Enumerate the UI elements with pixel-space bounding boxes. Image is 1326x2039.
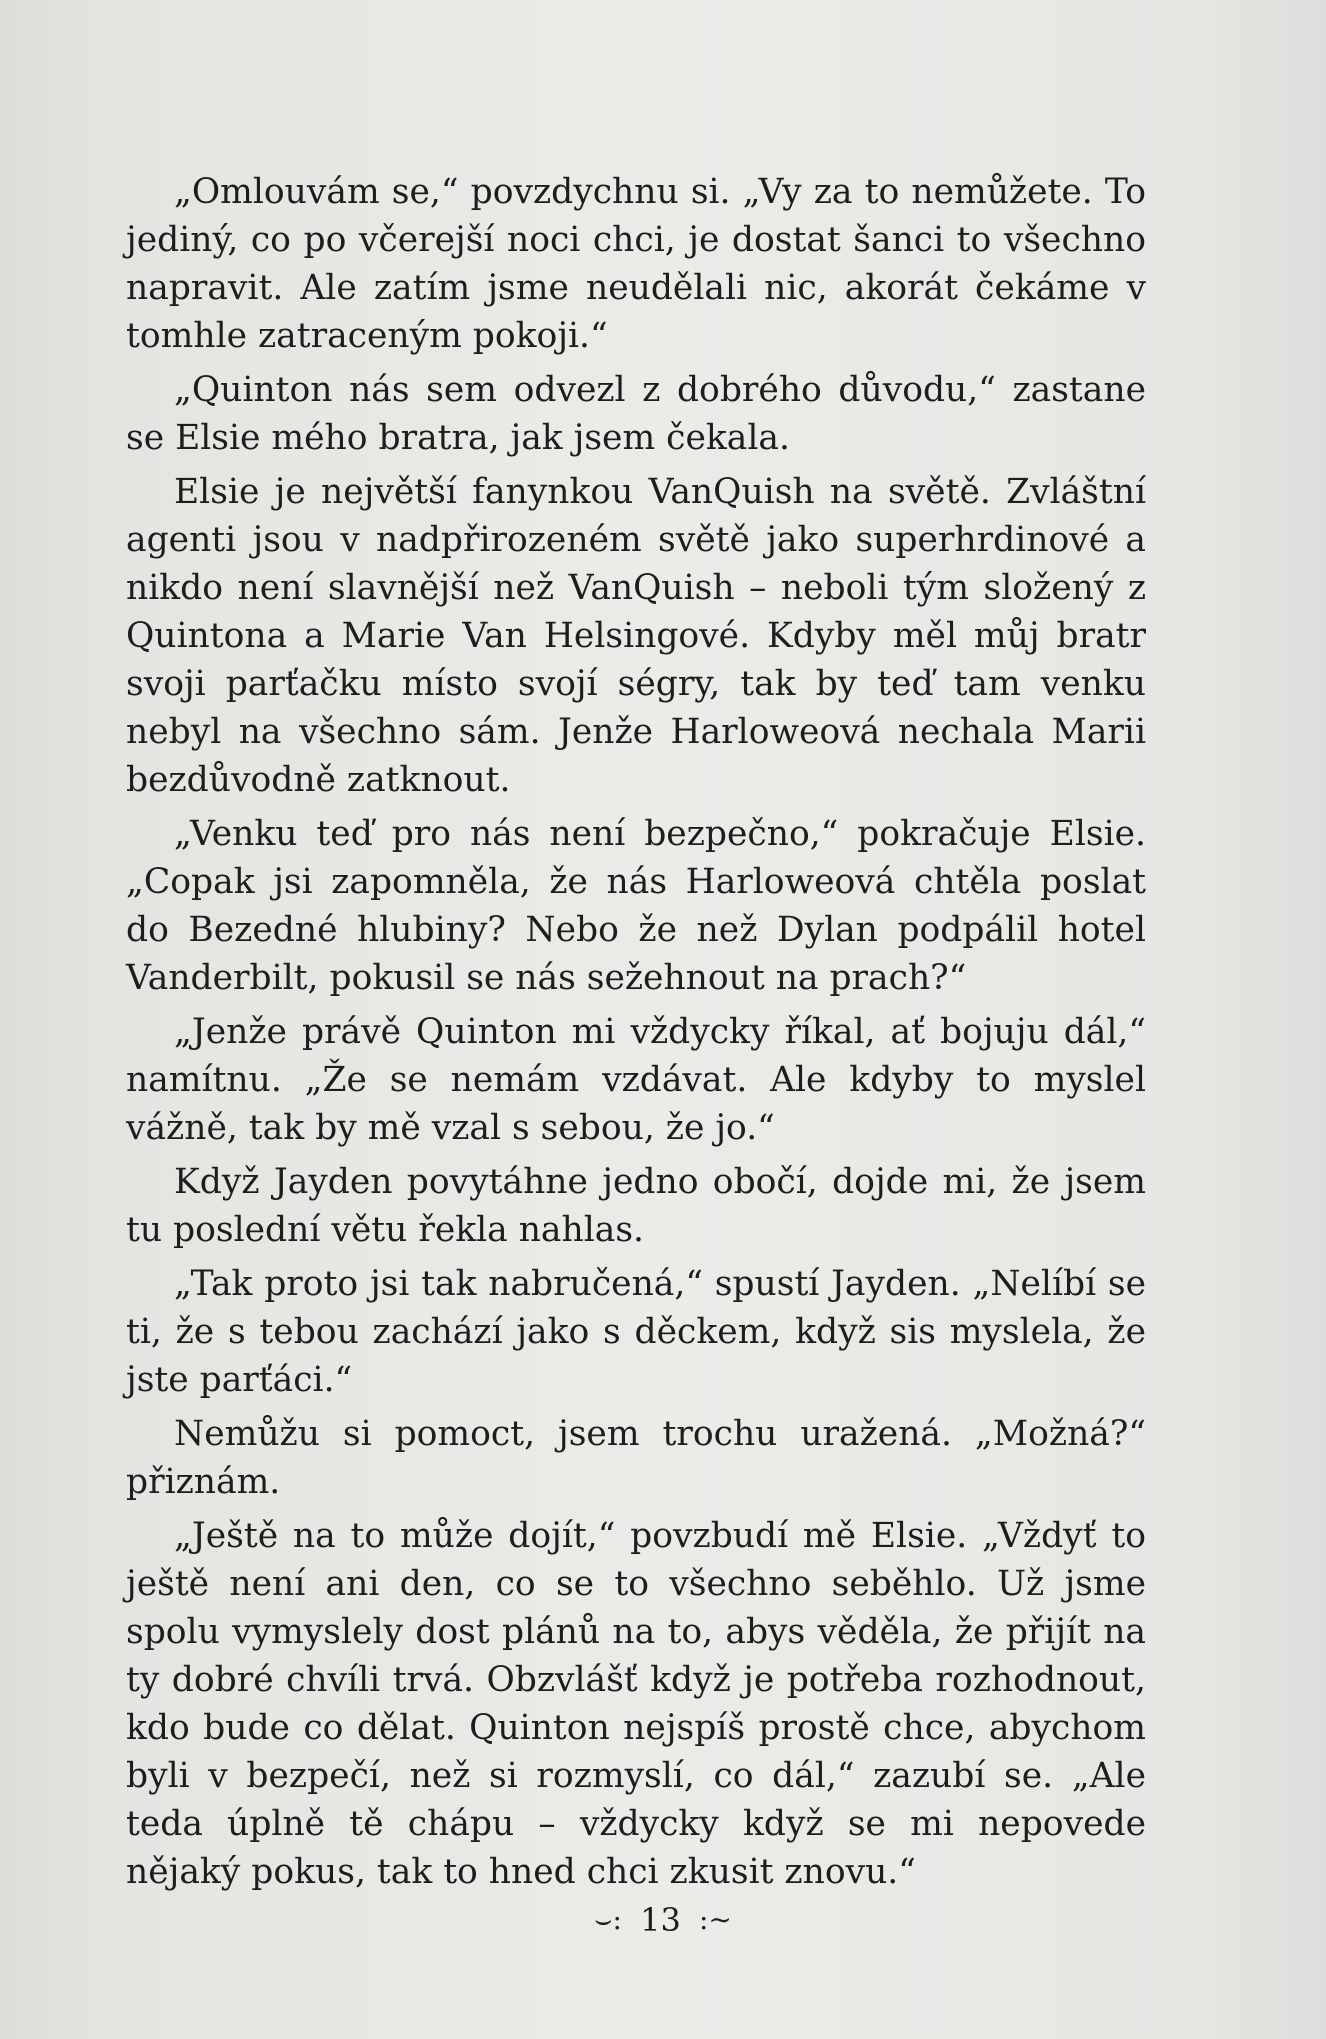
paragraph: „Venku teď pro nás není bezpečno,“ pokračuje Elsie. „Copak jsi zapomněla, že nás Harloweová chtěla poslat do Bezedné hlubiny? Nebo že než Dylan podpálil hotel Vanderbilt, pokusil se nás sežehnout na prach?“ [126,814,1146,998]
paragraph: „Quinton nás sem odvezl z dobrého důvodu,“ zastane se Elsie mého bratra, jak jsem čekala. [126,370,1146,458]
ornament-left-icon: ⌣: [594,1902,622,1936]
body-text [126,168,1146,1902]
paragraph: „Omlouvám se,“ povzdychnu si. „Vy za to nemůžete. To jediný, co po včerejší noci chci, je dostat šanci to všechno napravit. Ale zatím jsme neudělali nic, akorát čekáme v tomhle zatraceným pokoji.“ [126,172,1146,356]
ornament-right-icon: :∼ [699,1903,732,1936]
paragraph: „Tak proto jsi tak nabručená,“ spustí Jayden. „Nelíbí se ti, že s tebou zachází jako s děckem, když sis myslela, že jste parťáci.“ [126,1264,1146,1400]
paragraph: Nemůžu si pomoct, jsem trochu uražená. „Možná?“ přiznám. [126,1414,1146,1502]
page-number: 13 [640,1900,681,1939]
paragraph: Když Jayden povytáhne jedno obočí, dojde mi, že jsem tu poslední větu řekla nahlas. [126,1162,1146,1250]
page-footer [0,1898,1326,1939]
paragraph: „Ještě na to může dojít,“ povzbudí mě Elsie. „Vždyť to ještě není ani den, co se to všechno seběhlo. Už jsme spolu vymyslely dost plánů na to, abys věděla, že přijít na ty dobré chvíli trvá. Obzvlášť když je potřeba rozhodnout, kdo bude co dělat. Quinton nejspíš prostě chce, abychom byli v bezpečí, než si rozmyslí, co dál,“ zazubí se. „Ale teda úplně tě chápu – vždycky když se mi nepovede nějaký pokus, tak to hned chci zkusit znovu.“ [126,1516,1146,1892]
paragraph: „Jenže právě Quinton mi vždycky říkal, ať bojuju dál,“ namítnu. „Že se nemám vzdávat. Ale kdyby to myslel vážně, tak by mě vzal s sebou, že jo.“ [126,1012,1146,1148]
paragraph: Elsie je největší fanynkou VanQuish na světě. Zvláštní agenti jsou v nadpřirozeném světě jako superhrdinové a nikdo není slavnější než VanQuish – neboli tým složený z Quintona a Marie Van Helsingové. Kdyby měl můj bratr svoji parťačku místo svojí ségry, tak by teď tam venku nebyl na všechno sám. Jenže Harloweová nechala Marii bezdůvodně zatknout. [126,472,1146,800]
